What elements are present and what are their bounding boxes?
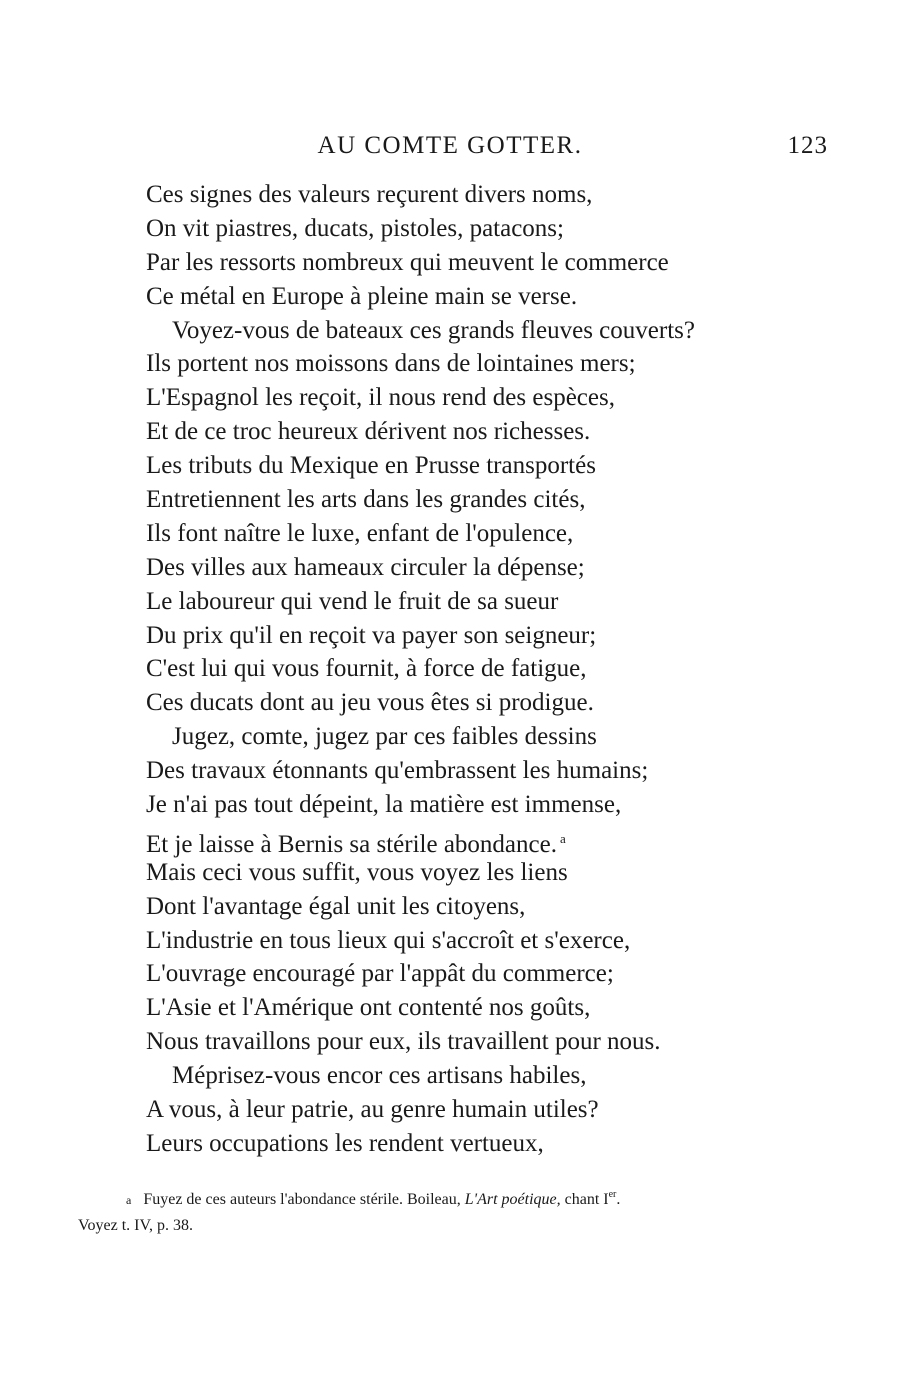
verse-line <box>146 178 846 212</box>
verse-line <box>146 754 846 788</box>
verse-line <box>146 381 846 415</box>
verse-line <box>146 1025 846 1059</box>
verse-line <box>146 551 846 585</box>
verse-text: Nous travaillons pour eux, ils travaillent pour nous. <box>146 1028 661 1056</box>
verse-line <box>146 1127 846 1161</box>
verse-line <box>146 822 846 856</box>
verse-line <box>146 280 846 314</box>
running-title: AU COMTE GOTTER. <box>317 132 583 159</box>
verse-text: Ils font naître le luxe, enfant de l'opulence, <box>146 519 574 547</box>
verse-text: Entretiennent les arts dans les grandes cités, <box>146 486 586 514</box>
footnote-period: . <box>616 1191 621 1208</box>
footnote-line-1 <box>78 1182 778 1213</box>
footnote-chant: chant I <box>564 1191 609 1208</box>
verse-text: Ces signes des valeurs reçurent divers noms, <box>146 181 593 208</box>
verse-text: L'ouvrage encouragé par l'appât du commerce; <box>146 960 614 988</box>
page-number: 123 <box>787 132 828 159</box>
verse-line <box>146 449 846 483</box>
verse-text: Des villes aux hameaux circuler la dépense; <box>146 553 585 581</box>
verse-line <box>146 788 846 822</box>
verse-line <box>146 957 846 991</box>
verse-text: On vit piastres, ducats, pistoles, patacons; <box>146 214 564 242</box>
verse-text: Voyez-vous de bateaux ces grands fleuves couverts? <box>172 316 695 344</box>
verse-text: L'Espagnol les reçoit, il nous rend des espèces, <box>146 384 615 412</box>
footnote-work-title: L'Art poétique, <box>464 1191 561 1208</box>
verse-text: Et de ce troc heureux dérivent nos richesses. <box>146 418 591 446</box>
verse-line <box>146 924 846 958</box>
verse-text: Dont l'avantage égal unit les citoyens, <box>146 892 526 920</box>
verse-line <box>146 686 846 720</box>
verse-line <box>146 991 846 1025</box>
verse-line <box>146 890 846 924</box>
verse-line <box>146 415 846 449</box>
verse-text: Et je laisse à Bernis sa stérile abondance. <box>146 830 557 858</box>
running-head <box>0 132 900 164</box>
verse-text: C'est lui qui vous fournit, à force de fatigue, <box>146 655 587 683</box>
verse-line <box>146 483 846 517</box>
footnote <box>78 1182 778 1239</box>
verse-text: Des travaux étonnants qu'embrassent les humains; <box>146 757 649 785</box>
footnote-text: Fuyez de ces auteurs l'abondance stérile. Boileau, <box>143 1191 461 1208</box>
verse-text: Mais ceci vous suffit, vous voyez les liens <box>146 858 568 886</box>
verse-text: Le laboureur qui vend le fruit de sa sueur <box>146 587 559 615</box>
verse-text: Les tributs du Mexique en Prusse transportés <box>146 452 596 480</box>
footnote-line-2: Voyez t. IV, p. 38. <box>78 1217 193 1234</box>
verse-text: L'industrie en tous lieux qui s'accroît et s'exerce, <box>146 926 631 954</box>
verse-line <box>146 517 846 551</box>
verse-text: Ils portent nos moissons dans de lointaines mers; <box>146 350 636 378</box>
verse-text: Je n'ai pas tout dépeint, la matière est immense, <box>146 791 622 819</box>
footnote-superscript: er <box>608 1189 617 1200</box>
verse-text: Ces ducats dont au jeu vous êtes si prodigue. <box>146 689 594 717</box>
verse-text: Du prix qu'il en reçoit va payer son seigneur; <box>146 621 597 649</box>
verse-line <box>146 856 846 890</box>
verse-line <box>146 347 846 381</box>
verse-text: Par les ressorts nombreux qui meuvent le commerce <box>146 248 669 276</box>
poem-verses <box>146 178 846 1161</box>
verse-text: Méprisez-vous encor ces artisans habiles, <box>172 1062 587 1090</box>
verse-text: A vous, à leur patrie, au genre humain utiles? <box>146 1096 599 1124</box>
verse-text: Jugez, comte, jugez par ces faibles dessins <box>172 723 597 751</box>
footnote-reference: a <box>559 830 566 846</box>
verse-line <box>146 1093 846 1127</box>
verse-text: Leurs occupations les rendent vertueux, <box>146 1129 544 1157</box>
footnote-marker: a <box>126 1193 132 1207</box>
verse-line <box>146 212 846 246</box>
verse-text: L'Asie et l'Amérique ont contenté nos goûts, <box>146 994 591 1022</box>
verse-line <box>146 246 846 280</box>
verse-line <box>146 1059 846 1093</box>
verse-text: Ce métal en Europe à pleine main se verse. <box>146 282 578 310</box>
verse-line <box>146 652 846 686</box>
verse-line <box>146 585 846 619</box>
verse-line <box>146 720 846 754</box>
verse-line <box>146 314 846 348</box>
verse-line <box>146 619 846 653</box>
